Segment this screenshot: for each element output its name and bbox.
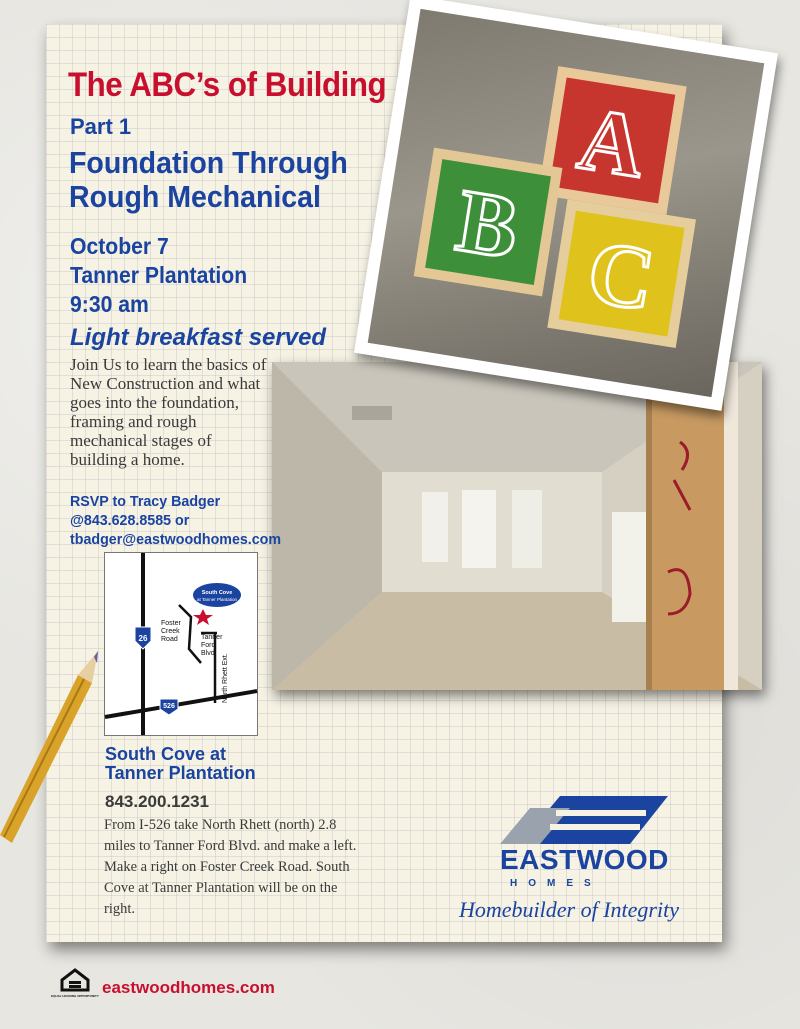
intro-text: Join Us to learn the basics of New Construction and what goes into the foundation, framing and rough mechanical stages of building a home. <box>70 355 267 469</box>
block-b-letter: B <box>450 170 526 279</box>
rsvp-line: RSVP to Tracy Badger <box>70 493 221 510</box>
event-time: 9:30 am <box>70 291 149 317</box>
location-name-line: South Cove at <box>105 744 227 764</box>
interstate-26-label: 26 <box>138 634 148 643</box>
road-label: Foster <box>161 620 181 627</box>
block-a-letter: A <box>572 88 652 197</box>
brand-name: EASTWOOD <box>500 844 669 875</box>
driving-directions: From I-526 take North Rhett (north) 2.8 miles to Tanner Ford Blvd. and make a left. Make a right on Foster Creek Road. South Cove at Tanner Plantation will be on the right. <box>104 817 357 917</box>
interstate-526-label: 526 <box>163 703 175 710</box>
rsvp-block <box>70 492 281 549</box>
rsvp-phone: @843.628.8585 or <box>70 512 190 529</box>
destination-label: South Cove <box>201 590 233 596</box>
road-label: North Rhett Ext. <box>222 653 229 703</box>
road-label: Blvd. <box>201 650 217 657</box>
location-name-line: Tanner Plantation <box>105 763 256 783</box>
event-details <box>70 232 247 319</box>
road-label: Creek <box>161 628 180 635</box>
abc-blocks-photo <box>354 0 778 411</box>
event-date: October 7 <box>70 233 169 259</box>
block-c-letter: C <box>581 222 662 331</box>
brand-sub: HOMES <box>510 878 602 889</box>
part-label: Part 1 <box>70 114 132 139</box>
destination-label: at Tanner Plantation <box>197 597 237 602</box>
subtitle-line: Foundation Through <box>69 145 348 180</box>
breakfast-note: Light breakfast served <box>70 324 327 351</box>
page-title: The ABC’s of Building <box>68 66 387 104</box>
website-link[interactable]: eastwoodhomes.com <box>102 978 275 997</box>
location-name <box>105 745 256 783</box>
pencil-illustration <box>0 645 110 845</box>
road-label: Road <box>161 636 178 643</box>
brand-tagline: Homebuilder of Integrity <box>459 897 679 922</box>
equal-housing-label: EQUAL HOUSING OPPORTUNITY <box>51 994 99 998</box>
event-place: Tanner Plantation <box>70 262 248 288</box>
subtitle <box>69 146 382 214</box>
location-map <box>104 552 258 736</box>
road-label: Tanner <box>201 634 223 641</box>
eastwood-logo-icon <box>500 792 670 848</box>
subtitle-line: Rough Mechanical <box>69 179 321 214</box>
equal-housing-icon <box>51 968 99 1000</box>
location-phone: 843.200.1231 <box>105 792 209 811</box>
rsvp-email[interactable]: tbadger@eastwoodhomes.com <box>70 531 282 548</box>
framing-room-photo <box>272 362 762 690</box>
road-label: Ford <box>201 642 216 649</box>
